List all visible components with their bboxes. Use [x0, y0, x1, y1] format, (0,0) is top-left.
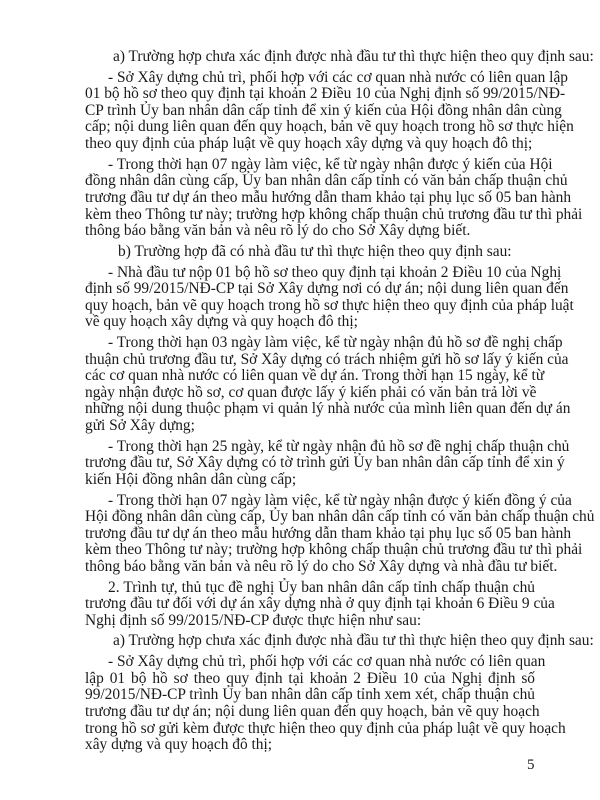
paragraph [85, 68, 574, 153]
page-number: 5 [527, 757, 535, 773]
text-line: - Trong thời hạn 03 ngày làm việc, kể từ ngày nhận đủ hồ sơ đề nghị chấp [108, 333, 563, 351]
text-line: kiến Hội đồng nhân dân cùng cấp; [85, 470, 297, 488]
text-line: CP trình Ủy ban nhân dân cấp tỉnh để xin ý kiến của Hội đồng nhân dân cùng [85, 101, 562, 119]
text-line: 99/2015/NĐ-CP trình Ủy ban nhân dân cấp tỉnh xem xét, chấp thuận chủ [85, 686, 535, 704]
text-line: định số 99/2015/NĐ-CP tại Sở Xây dựng nơi có dự án; nội dung liên quan đến [85, 280, 569, 298]
text-line: theo quy định của pháp luật về quy hoạch xây dựng và quy hoạch đô thị; [85, 135, 533, 153]
text-line: - Trong thời hạn 25 ngày, kể từ ngày nhận đủ hồ sơ đề nghị chấp thuận chủ [108, 437, 570, 455]
text-line: gửi Sở Xây dựng; [85, 416, 195, 434]
text-line: trương đầu tư, Sở Xây dựng có tờ trình gửi Ủy ban nhân dân cấp tỉnh để xin ý [85, 454, 565, 472]
text-line: thuận chủ trương đầu tư, Sở Xây dựng có trách nhiệm gửi hồ sơ lấy ý kiến của [85, 350, 569, 368]
document-body [85, 48, 595, 758]
text-line: 2. Trình tự, thủ tục đề nghị Ủy ban nhân dân cấp tỉnh chấp thuận chủ [108, 578, 535, 596]
text-line: đồng nhân dân cùng cấp, Ủy ban nhân dân cấp tỉnh có văn bản chấp thuận chủ [85, 172, 568, 190]
paragraph [85, 437, 570, 489]
text-line: trương đầu tư dự án theo mẫu hướng dẫn tham khảo tại phụ lục số 05 ban hành [85, 188, 572, 206]
section-heading [85, 48, 594, 66]
text-line: ngày nhận được hồ sơ, cơ quan được lấy ý kiến phải có văn bản trả lời về [85, 383, 537, 401]
text-line: về quy hoạch xây dựng và quy hoạch đô thị; [85, 313, 358, 331]
text-line: - Sở Xây dựng chủ trì, phối hợp với các cơ quan nhà nước có liên quan lập [108, 68, 568, 86]
text-line: trong hồ sơ gửi kèm được thực hiện theo quy định của pháp luật về quy hoạch [85, 719, 566, 737]
text-line: quy hoạch, bản vẽ quy hoạch trong hồ sơ thực hiện theo quy định của pháp luật [85, 296, 574, 314]
text-line: lập 01 bộ hồ sơ theo quy định tại khoản 2 Điều 10 của Nghị định số [85, 669, 535, 687]
text-line: Hội đồng nhân dân cùng cấp, Ủy ban nhân dân cấp tỉnh có văn bản chấp thuận chủ [85, 508, 595, 526]
text-line: cấp; nội dung liên quan đến quy hoạch, bản vẽ quy hoạch trong hồ sơ thực hiện [85, 118, 574, 136]
paragraph [85, 491, 595, 576]
paragraph [85, 155, 583, 240]
section-heading [85, 632, 594, 650]
text-line: - Trong thời hạn 07 ngày làm việc, kể từ ngày nhận được ý kiến đồng ý của [108, 491, 572, 509]
text-line: 01 bộ hồ sơ theo quy định tại khoản 2 Điều 10 của Nghị định số 99/2015/NĐ- [85, 85, 566, 103]
section-heading [85, 244, 535, 261]
text-line: kèm theo Thông tư này; trường hợp không chấp thuận chủ trương đầu tư thì phải [85, 541, 583, 559]
text-line: trương đầu tư dự án theo mẫu hướng dẫn tham khảo tại phụ lục số 05 ban hành [85, 524, 572, 542]
text-line: - Trong thời hạn 07 ngày làm việc, kể từ ngày nhận được ý kiến của Hội [108, 155, 553, 173]
paragraph [85, 578, 555, 630]
text-line: - Nhà đầu tư nộp 01 bộ hồ sơ theo quy định tại khoản 2 Điều 10 của Nghị [108, 263, 562, 281]
paragraph [85, 263, 574, 331]
text-line: thông báo bằng văn bản và nêu rõ lý do cho Sở Xây dựng và nhà đầu tư biết. [85, 557, 558, 575]
text-line: b) Trường hợp đã có nhà đầu tư thì thực hiện theo quy định sau: [118, 242, 512, 260]
text-line: xây dựng và quy hoạch đô thị; [85, 736, 273, 754]
text-line: a) Trường hợp chưa xác định được nhà đầu tư thì thực hiện theo quy định sau: [113, 632, 594, 650]
text-line: - Sở Xây dựng chủ trì, phối hợp với các cơ quan nhà nước có liên quan [108, 653, 546, 671]
text-line: trương đầu tư dự án; nội dung liên quan đến quy hoạch, bản vẽ quy hoạch [85, 702, 540, 720]
text-line: thông báo bằng văn bản và nêu rõ lý do cho Sở Xây dựng biết. [85, 222, 471, 240]
text-line: các cơ quan nhà nước có liên quan về dự án. Trong thời hạn 15 ngày, kể từ [85, 367, 545, 385]
text-line: kèm theo Thông tư này; trường hợp không chấp thuận chủ trương đầu tư thì phải [85, 205, 583, 223]
paragraph [85, 653, 566, 754]
text-line: a) Trường hợp chưa xác định được nhà đầu tư thì thực hiện theo quy định sau: [113, 48, 594, 65]
paragraph [85, 333, 571, 435]
text-line: trương đầu tư đối với dự án xây dựng nhà ở quy định tại khoản 6 Điều 9 của [85, 595, 555, 613]
text-line: những nội dung thuộc phạm vi quản lý nhà nước của mình liên quan đến dự án [85, 400, 571, 418]
text-line: Nghị định số 99/2015/NĐ-CP được thực hiện như sau: [85, 611, 422, 629]
